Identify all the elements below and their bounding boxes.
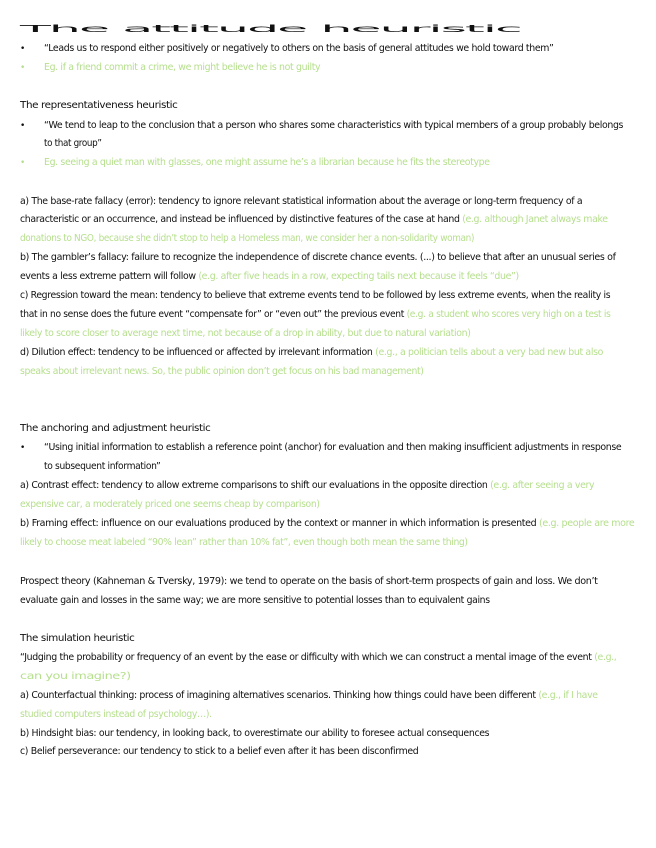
- bullet-icon: •: [20, 158, 26, 168]
- framing-effect: b) Framing effect: influence on our evaluations produced by the context or manner in which information is presented: [20, 518, 537, 529]
- hindsight-bias: b) Hindsight bias: our tendency, in looking back, to overestimate our ability to foresee actual consequences: [20, 728, 490, 739]
- simulation-example-1: (e.g.,: [594, 652, 617, 663]
- prospect-theory-1: Prospect theory (Kahneman & Tversky, 1979): we tend to operate on the basis of short-term prospects of gain and loss. We don’t: [20, 576, 598, 587]
- dilution-effect-row: [20, 346, 603, 360]
- regression-example-2: likely to score closer to average next time, not because of a drop in ability, but due to natural variation): [20, 328, 471, 339]
- dilution-example-1: (e.g., a politician tells about a very bad new but also: [375, 347, 604, 358]
- bullet-icon: •: [20, 44, 26, 54]
- counterfactual-thinking: a) Counterfactual thinking: process of imagining alternatives scenarios. Thinking how things could have been different: [20, 690, 536, 701]
- base-rate-example-1: (e.g. although Janet always make: [462, 214, 608, 225]
- bullet-icon: •: [20, 121, 26, 131]
- counterfactual-example-1: (e.g., if I have: [538, 690, 598, 701]
- attitude-example: Eg. if a friend commit a crime, we might believe he is not guilty: [44, 62, 321, 73]
- attitude-quote: “Leads us to respond either positively or negatively to others on the basis of general attitudes we hold toward them”: [44, 43, 554, 54]
- attitude-heading: The attitude heuristic: [20, 24, 521, 35]
- base-rate-fallacy-1: a) The base-rate fallacy (error): tendency to ignore relevant statistical information about the average or long-term frequency of a: [20, 196, 583, 207]
- contrast-effect-row: [20, 479, 594, 493]
- regression-mean-1: c) Regression toward the mean: tendency to believe that extreme events tend to be followed by less extreme events, when the reality is: [20, 290, 611, 301]
- contrast-example-2: expensive car, a moderately priced one seems cheap by comparison): [20, 499, 320, 510]
- representativeness-quote-1: “We tend to leap to the conclusion that a person who shares some characteristics with typical members of a group probably belongs: [44, 120, 624, 131]
- gambler-fallacy-1: b) The gambler’s fallacy: failure to recognize the independence of discrete chance events. (...) to believe that after an unusual series of: [20, 252, 616, 263]
- anchoring-heading: The anchoring and adjustment heuristic: [20, 423, 211, 434]
- prospect-theory-2: evaluate gain and losses in the same way; we are more sensitive to potential losses than to equivalent gains: [20, 595, 490, 606]
- dilution-effect: d) Dilution effect: tendency to be influenced or affected by irrelevant information: [20, 347, 373, 358]
- regression-example-1: (e.g. a student who scores very high on a test is: [406, 309, 611, 320]
- counterfactual-example-2: studied computers instead of psychology…).: [20, 709, 212, 720]
- anchoring-quote-2: to subsequent information”: [44, 461, 161, 472]
- simulation-quote: “Judging the probability or frequency of an event by the ease or difficulty with which we can construct a mental image of the event: [20, 652, 592, 663]
- representativeness-heading: The representativeness heuristic: [20, 100, 178, 111]
- base-rate-fallacy-2: characteristic or an occurrence, and instead be influenced by distinctive features of the case at hand: [20, 214, 460, 225]
- counterfactual-row: [20, 689, 598, 703]
- bullet-icon: •: [20, 443, 26, 453]
- bullet-icon: •: [20, 63, 26, 73]
- regression-mean-2-row: [20, 308, 610, 322]
- simulation-example-2: can you imagine?): [20, 671, 131, 682]
- gambler-fallacy-2: events a less extreme pattern will follow: [20, 271, 196, 282]
- framing-effect-row: [20, 517, 634, 531]
- dilution-example-2: speaks about irrelevant news. So, the public opinion don’t get focus on his bad management): [20, 366, 424, 377]
- simulation-heading: The simulation heuristic: [20, 633, 135, 644]
- regression-mean-2: that in no sense does the future event “compensate for” or “even out” the previous event: [20, 309, 404, 320]
- gambler-example: (e.g. after five heads in a row, expecting tails next because it feels “due”): [198, 271, 519, 282]
- framing-example-2: likely to choose meat labeled “90% lean” rather than 10% fat”, even though both mean the same thing): [20, 537, 468, 548]
- simulation-quote-row: [20, 651, 616, 665]
- gambler-fallacy-2-row: [20, 270, 519, 284]
- representativeness-quote-2: to that group”: [44, 138, 102, 149]
- anchoring-quote-1: “Using initial information to establish a reference point (anchor) for evaluation and then making insufficient adjustments in response: [44, 442, 622, 453]
- contrast-example-1: (e.g. after seeing a very: [490, 480, 595, 491]
- contrast-effect: a) Contrast effect: tendency to allow extreme comparisons to shift our evaluations in the opposite direction: [20, 480, 488, 491]
- framing-example-1: (e.g. people are more: [539, 518, 635, 529]
- base-rate-fallacy-2-row: [20, 213, 608, 227]
- base-rate-example-2: donations to NGO, because she didn’t stop to help a Homeless man, we consider her a non-solidarity woman): [20, 233, 475, 244]
- representativeness-example: Eg. seeing a quiet man with glasses, one might assume he’s a librarian because he fits the stereotype: [44, 157, 490, 168]
- belief-perseverance: c) Belief perseverance: our tendency to stick to a belief even after it has been disconfirmed: [20, 746, 419, 757]
